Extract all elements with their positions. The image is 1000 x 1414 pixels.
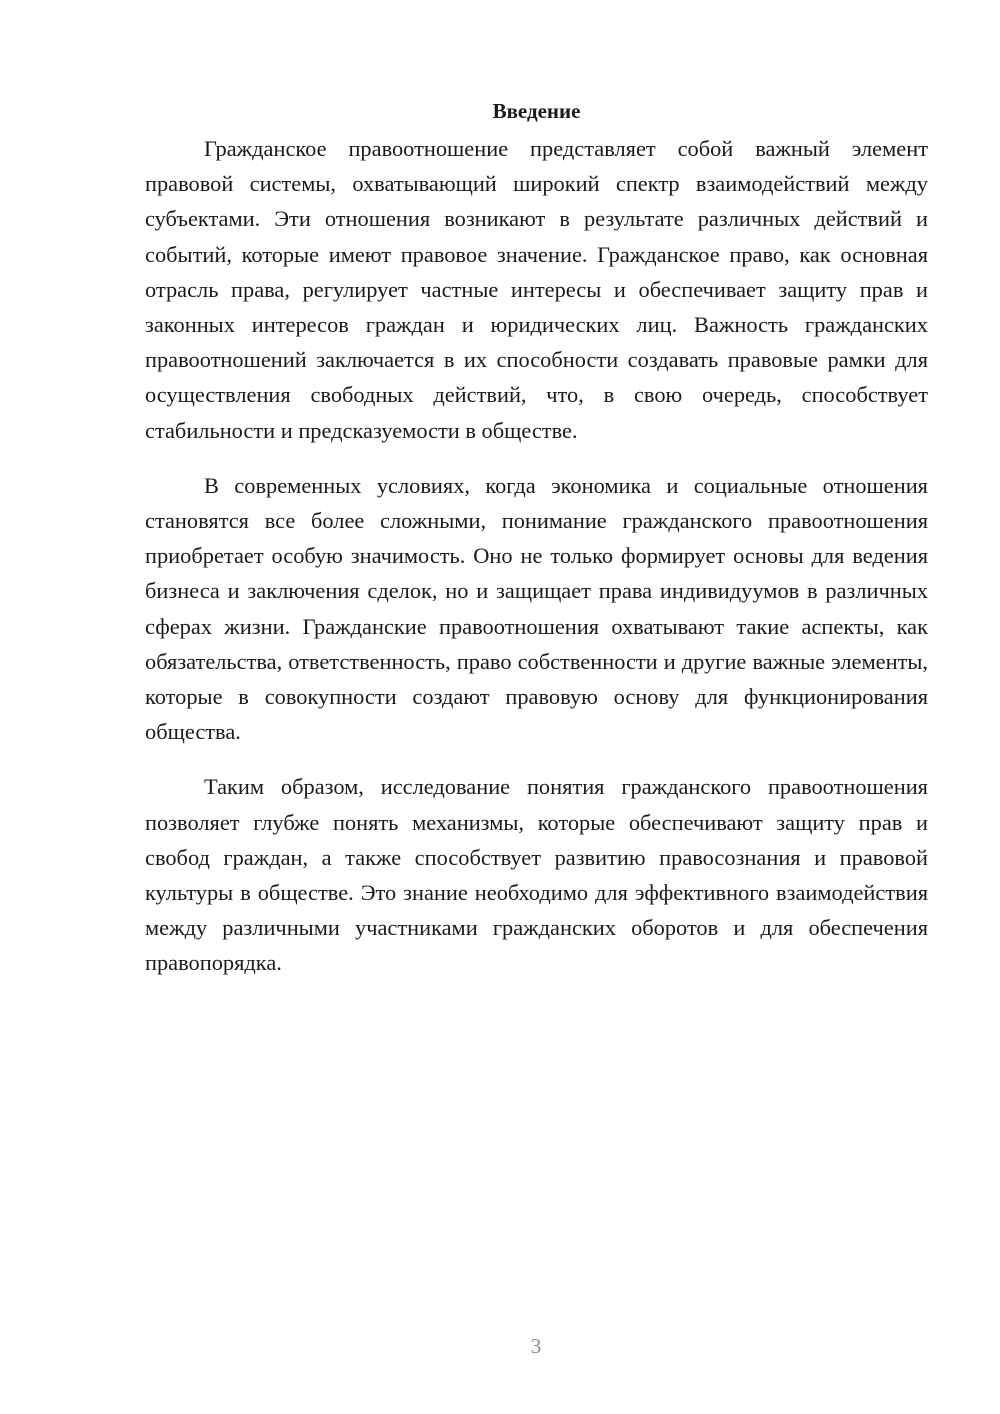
paragraph-1: Гражданское правоотношение представляет собой важный элемент правовой системы, охватывающий широкий спектр взаимодействий между субъектами. Эти отношения возникают в результате различных действий и событий, которые имеют правовое значение. Гражданское право, как основная отрасль права, регулирует частные интересы и обеспечивает защиту прав и законных интересов граждан и юридических лиц. Важность гражданских правоотношений заключается в их способности создавать правовые рамки для осуществления свободных действий, что, в свою очередь, способствует стабильности и предсказуемости в обществе. — [145, 136, 928, 443]
page-number: 3 — [530, 1334, 542, 1358]
paragraph-3: Таким образом, исследование понятия гражданского правоотношения позволяет глубже понять механизмы, которые обеспечивают защиту прав и свобод граждан, а также способствует развитию правосознания и правовой культуры в обществе. Это знание необходимо для эффективного взаимодействия между различными участниками гражданских оборотов и для обеспечения правопорядка. — [145, 774, 928, 976]
paragraph-2: В современных условиях, когда экономика и социальные отношения становятся все более сложными, понимание гражданского правоотношения приобретает особую значимость. Оно не только формирует основы для ведения бизнеса и заключения сделок, но и защищает права индивидуумов в различных сферах жизни. Гражданские правоотношения охватывают такие аспекты, как обязательства, ответственность, право собственности и другие важные элементы, которые в совокупности создают правовую основу для функционирования общества. — [145, 472, 928, 745]
section-title: Введение — [492, 99, 581, 123]
page-content — [145, 95, 928, 981]
